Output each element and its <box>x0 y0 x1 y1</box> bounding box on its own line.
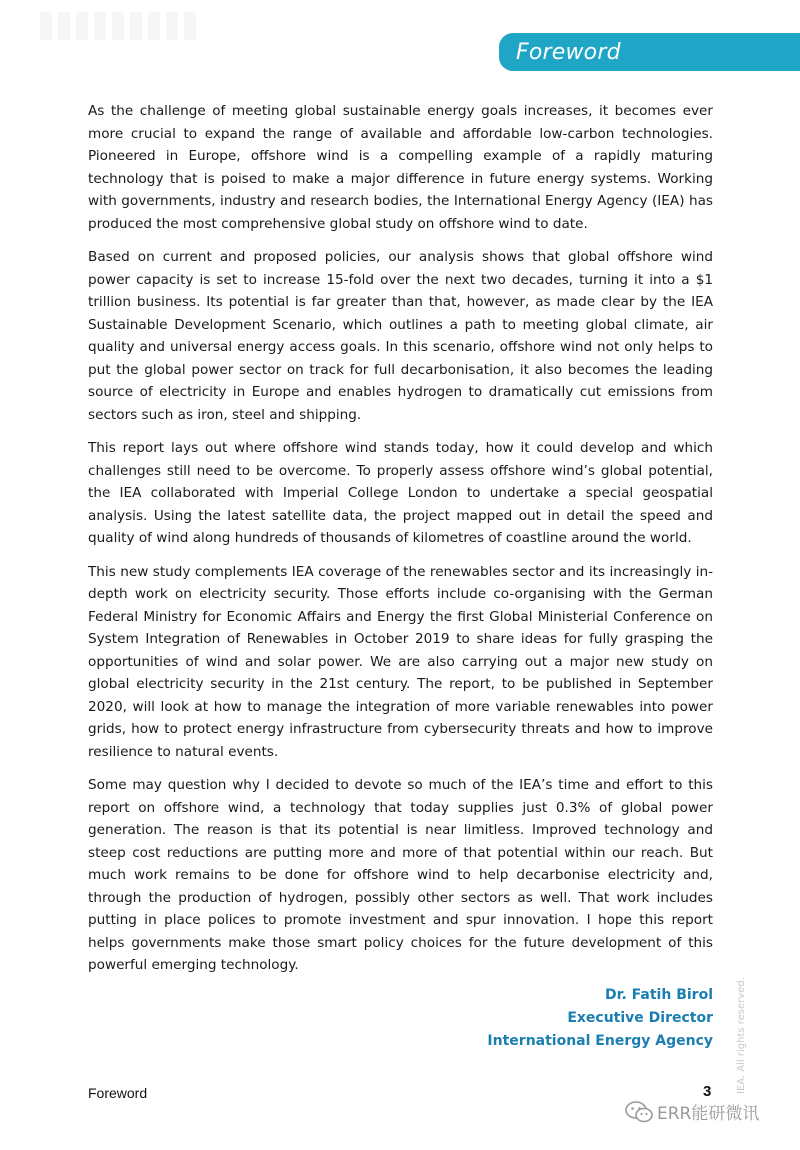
paragraph: As the challenge of meeting global sustainable energy goals increases, it becomes ever more crucial to expand the range of available and affordable low-carbon technologies. Pioneered in Europe, offshore wind is a compelling example of a rapidly maturing technology that is poised to make a major difference in future energy systems. Working with governments, industry and research bodies, the International Energy Agency (IEA) has produced the most comprehensive global study on offshore wind to date. <box>88 103 713 232</box>
page-number: 3 <box>703 1083 712 1100</box>
signature-block <box>487 984 713 1053</box>
faint-header-mark <box>40 12 200 40</box>
watermark <box>625 1099 759 1124</box>
paragraph: Some may question why I decided to devote so much of the IEA’s time and effort to this report on offshore wind, a technology that today supplies just 0.3% of global power generation. The reason is that its potential is near limitless. Improved technology and steep cost reductions are putting more and more of that potential within our reach. But much work remains to be done for offshore wind to help decarbonise electricity and, through the production of hydrogen, possibly other sectors as well. That work includes putting in place polices to promote investment and spur innovation. I hope this report helps governments make those smart policy choices for the future development of this powerful emerging technology. <box>88 777 713 973</box>
paragraph: This new study complements IEA coverage of the renewables sector and its increasingly in-depth work on electricity security. Those efforts include co-organising with the German Federal Ministry for Economic Affairs and Energy the first Global Ministerial Conference on System Integration of Renewables in October 2019 to share ideas for fully grasping the opportunities of wind and solar power. We are also carrying out a major new study on global electricity security in the 21st century. The report, to be published in September 2020, will look at how to manage the integration of more variable renewables into power grids, how to protect energy infrastructure from cybersecurity threats and how to improve resilience to natural events. <box>88 563 713 760</box>
section-tab <box>499 33 800 71</box>
signature-organization: International Energy Agency <box>487 1033 713 1049</box>
section-tab-label: Foreword <box>516 39 621 65</box>
wechat-icon <box>625 1101 653 1123</box>
footer-section-label: Foreword <box>88 1085 148 1101</box>
paragraph: This report lays out where offshore wind stands today, how it could develop and which challenges still need to be overcome. To properly assess offshore wind’s global potential, the IEA collaborated with Imperial College London to undertake a special geospatial analysis. Using the latest satellite data, the project mapped out in detail the speed and quality of wind along hundreds of thousands of kilometres of coastline around the world. <box>88 440 713 546</box>
signature-name: Dr. Fatih Birol <box>604 987 713 1003</box>
signature-title: Executive Director <box>567 1010 713 1026</box>
copyright-notice: IEA. All rights reserved. <box>736 977 747 1094</box>
body-text <box>88 100 713 988</box>
paragraph: Based on current and proposed policies, our analysis shows that global offshore wind power capacity is set to increase 15-fold over the next two decades, turning it into a $1 trillion business. Its potential is far greater than that, however, as made clear by the IEA Sustainable Development Scenario, which outlines a path to meeting global climate, air quality and universal energy access goals. In this scenario, offshore wind not only helps to put the global power sector on track for full decarbonisation, it also becomes the leading source of electricity in Europe and enables hydrogen to dramatically cut emissions from sectors such as iron, steel and shipping. <box>88 249 713 423</box>
watermark-text: ERR能研微讯 <box>657 1104 760 1124</box>
